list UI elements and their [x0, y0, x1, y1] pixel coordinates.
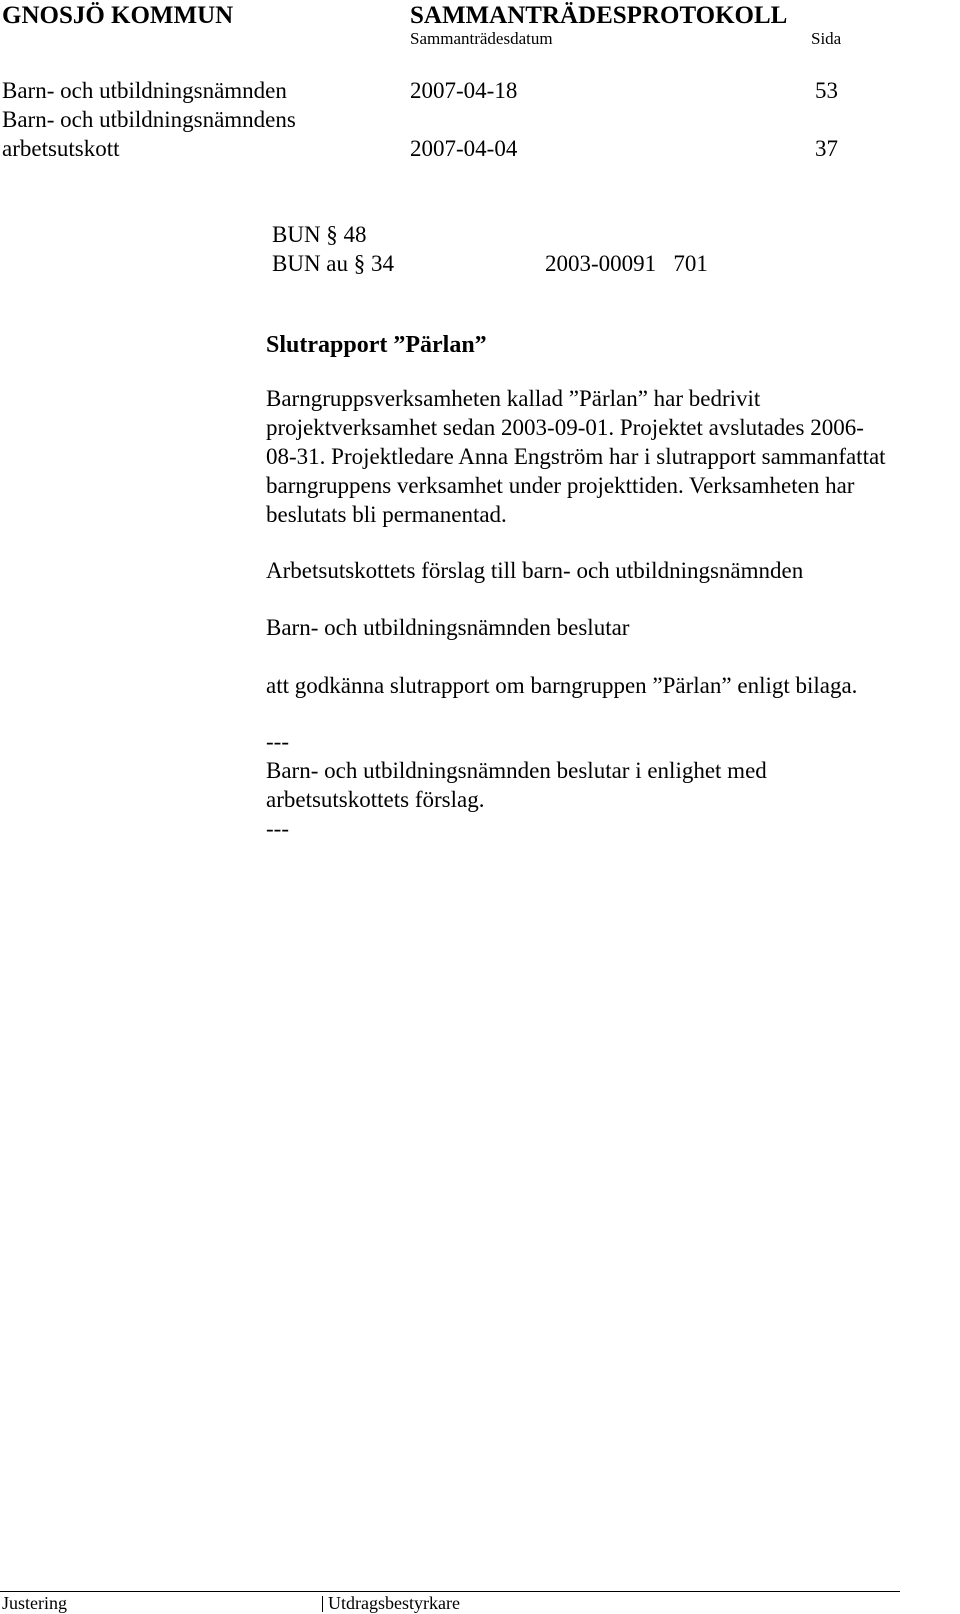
page-title: Slutrapport ”Pärlan” [266, 332, 487, 358]
paragraph-line: Barngruppsverksamheten kallad ”Pärlan” har bedrivit [266, 386, 761, 411]
paragraph-line: projektverksamhet sedan 2003-09-01. Projektet avslutades 2006- [266, 415, 864, 440]
paragraph-line: barngruppens verksamhet under projekttiden. Verksamheten har [266, 473, 855, 498]
footer-rule [0, 1591, 900, 1592]
footer-utdragsbestyrkare: Utdragsbestyrkare [328, 1593, 460, 1613]
final-decision-line: arbetsutskottets förslag. [266, 787, 485, 812]
decision-text: att godkänna slutrapport om barngruppen ”Pärlan” enligt bilaga. [266, 673, 858, 698]
bun-au-paragraph-ref: BUN au § 34 [272, 251, 395, 276]
proposal-heading: Arbetsutskottets förslag till barn- och utbildningsnämnden [266, 558, 804, 583]
meeting-page-2: 37 [815, 136, 838, 161]
separator: --- [266, 816, 289, 841]
paragraph-line: 08-31. Projektledare Anna Engström har i slutrapport sammanfattat [266, 444, 886, 469]
meeting-date-2: 2007-04-04 [410, 136, 518, 161]
page-label: Sida [811, 29, 842, 48]
decision-heading: Barn- och utbildningsnämnden beslutar [266, 615, 630, 640]
bun-paragraph-ref: BUN § 48 [272, 222, 367, 247]
meeting-body-2-line1: Barn- och utbildningsnämndens [2, 107, 296, 132]
separator: --- [266, 729, 289, 754]
footer-justering: Justering [2, 1593, 67, 1613]
paragraph-line: beslutats bli permanentad. [266, 502, 507, 527]
meeting-date-1: 2007-04-18 [410, 78, 518, 103]
final-decision-line: Barn- och utbildningsnämnden beslutar i enlighet med [266, 758, 767, 783]
meeting-page-1: 53 [815, 78, 838, 103]
case-number: 2003-00091 701 [545, 251, 708, 276]
document-type: SAMMANTRÄDESPROTOKOLL [410, 2, 788, 29]
meeting-body-2-line2: arbetsutskott [2, 136, 120, 161]
municipality-name: GNOSJÖ KOMMUN [2, 2, 234, 29]
meeting-body-1: Barn- och utbildningsnämnden [2, 78, 287, 103]
meeting-date-label: Sammanträdesdatum [410, 29, 553, 48]
